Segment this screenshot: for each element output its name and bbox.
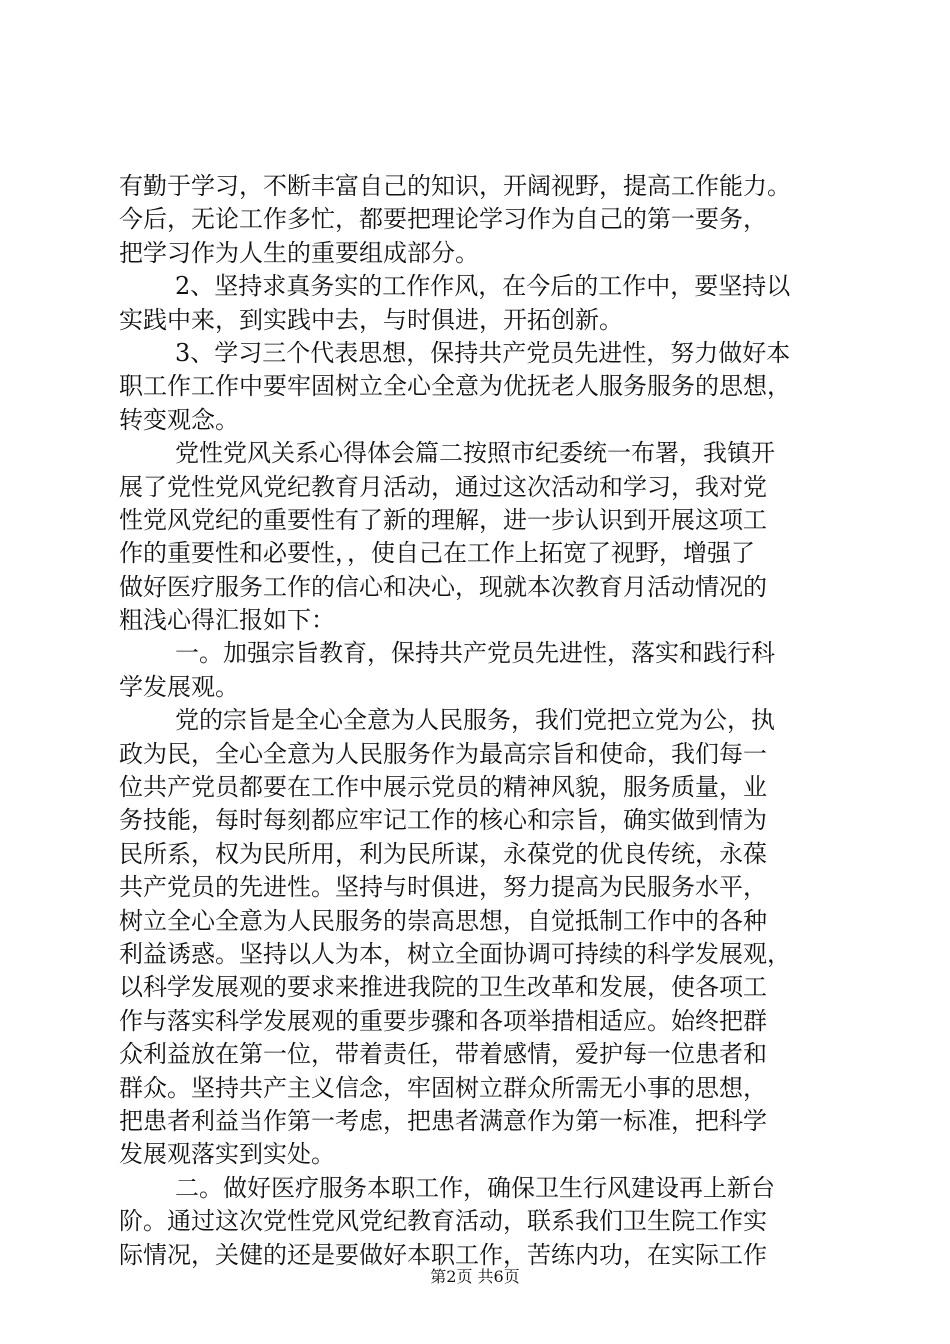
text-line: 职工作工作中要牢固树立全心全意为优抚老人服务服务的思想，	[119, 372, 791, 401]
text-line: 群众。坚持共产主义信念，牢固树立群众所需无小事的思想，	[119, 1073, 767, 1102]
text-line: 位共产党员都要在工作中展示党员的精神风貌，服务质量，业	[119, 773, 767, 802]
paragraph-start-line: 党的宗旨是全心全意为人民服务，我们党把立党为公，执	[175, 706, 775, 735]
text-line: 阶。通过这次党性党风党纪教育活动，联系我们卫生院工作实	[119, 1207, 767, 1236]
paragraph-start-line: 3、学习三个代表思想，保持共产党员先进性，努力做好本	[175, 338, 791, 367]
text-line: 际情况，关健的还是要做好本职工作，苦练内功，在实际工作	[119, 1240, 767, 1269]
text-line: 今后，无论工作多忙，都要把理论学习作为自己的第一要务，	[119, 205, 767, 234]
text-line: 发展观落实到实处。	[119, 1140, 335, 1169]
text-line: 做好医疗服务工作的信心和决心，现就本次教育月活动情况的	[119, 572, 767, 601]
text-line: 政为民，全心全意为人民服务作为最高宗旨和使命，我们每一	[119, 739, 767, 768]
document-body	[119, 170, 859, 1272]
text-line: 展了党性党风党纪教育月活动，通过这次活动和学习，我对党	[119, 472, 767, 501]
text-line: 转变观念。	[119, 405, 239, 434]
text-line: 把学习作为人生的重要组成部分。	[119, 238, 479, 267]
text-line: 性党风党纪的重要性有了新的理解，进一步认识到开展这项工	[119, 505, 767, 534]
text-line: 实践中来，到实践中去，与时俱进，开拓创新。	[119, 305, 623, 334]
text-line: 务技能，每时每刻都应牢记工作的核心和宗旨，确实做到情为	[119, 806, 767, 835]
text-line: 利益诱惑。坚持以人为本，树立全面协调可持续的科学发展观，	[119, 939, 791, 968]
text-line: 作的重要性和必要性，，使自己在工作上拓宽了视野，增强了	[119, 539, 755, 568]
text-line: 学发展观。	[119, 672, 239, 701]
text-line: 粗浅心得汇报如下：	[119, 606, 335, 635]
text-line: 树立全心全意为人民服务的崇高思想，自觉抵制工作中的各种	[119, 906, 767, 935]
text-line: 众利益放在第一位，带着责任，带着感情，爱护每一位患者和	[119, 1040, 767, 1069]
text-line: 民所系，权为民所用，利为民所谋，永葆党的优良传统，永葆	[119, 839, 767, 868]
text-line: 把患者利益当作第一考虑，把患者满意作为第一标准，把科学	[119, 1106, 767, 1135]
text-line: 作与落实科学发展观的重要步骤和各项举措相适应。始终把群	[119, 1006, 767, 1035]
text-line: 以科学发展观的要求来推进我院的卫生改革和发展，使各项工	[119, 973, 767, 1002]
paragraph-start-line: 一。加强宗旨教育，保持共产党员先进性，落实和践行科	[175, 639, 775, 668]
paragraph-start-line: 党性党风关系心得体会篇二按照市纪委统一布署，我镇开	[175, 439, 775, 468]
text-line: 共产党员的先进性。坚持与时俱进，努力提高为民服务水平，	[119, 873, 767, 902]
paragraph-start-line: 二。做好医疗服务本职工作，确保卫生行风建设再上新台	[175, 1173, 775, 1202]
text-line: 有勤于学习，不断丰富自己的知识，开阔视野，提高工作能力。	[119, 172, 791, 200]
paragraph-start-line: 2、坚持求真务实的工作作风，在今后的工作中，要坚持以	[175, 272, 791, 301]
page-number-footer: 第2页 共6页	[430, 1267, 520, 1286]
